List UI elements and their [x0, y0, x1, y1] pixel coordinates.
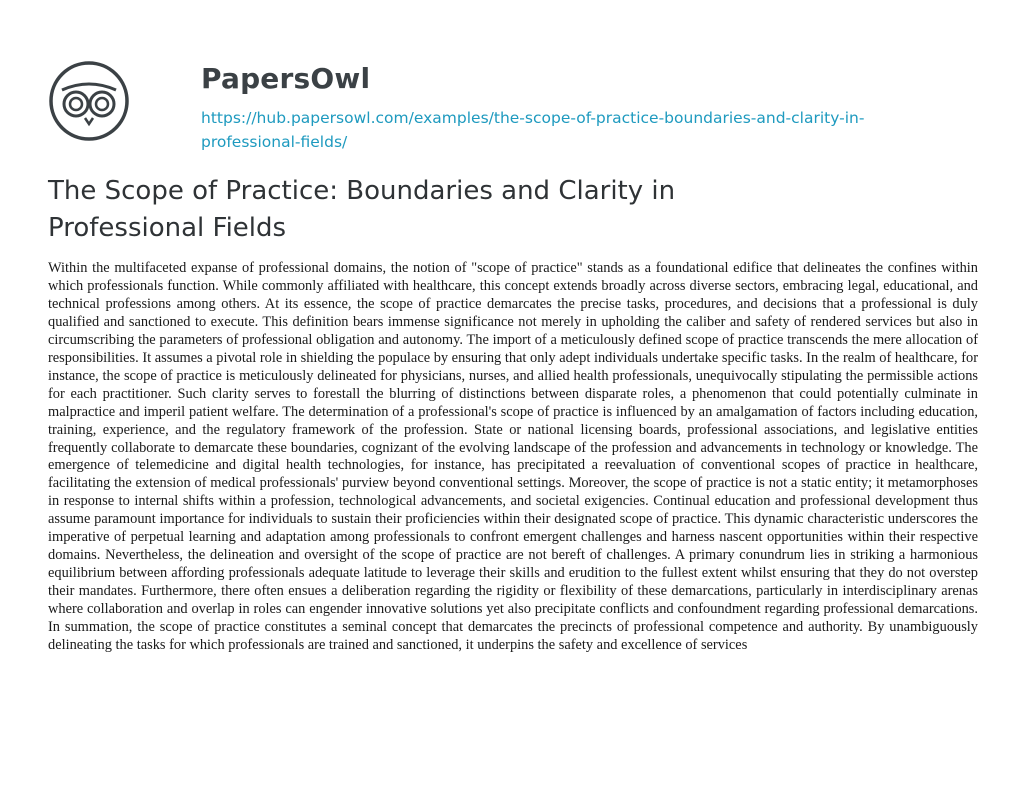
brand-name: PapersOwl	[201, 62, 371, 95]
essay-body-text: Within the multifaceted expanse of professional domains, the notion of "scope of practice" stands as a foundational edifice that delineates the confines within which professionals function. While commonly affiliated with healthcare, this concept extends broadly across diverse sectors, embracing legal, educational, and technical professions among others. At its essence, the scope of practice demarcates the precise tasks, procedures, and decisions that a professional is duly qualified and sanctioned to execute. This definition bears immense significance not merely in upholding the caliber and safety of rendered services but also in circumscribing the parameters of professional obligation and autonomy. The import of a meticulously defined scope of practice transcends the mere allocation of responsibilities. It assumes a pivotal role in shielding the populace by ensuring that only adept individuals undertake specific tasks. In the realm of healthcare, for instance, the scope of practice is meticulously delineated for physicians, nurses, and allied health professionals, unequivocally stipulating the permissible actions for each practitioner. Such clarity serves to forestall the blurring of distinctions between disparate roles, a phenomenon that could potentially culminate in malpractice and imperil patient welfare. The determination of a professional's scope of practice is influenced by an amalgamation of factors including education, training, experience, and the regulatory framework of the profession. State or national licensing boards, professional associations, and legislative entities frequently collaborate to demarcate these boundaries, cognizant of the evolving landscape of the profession and advancements in technology or knowledge. The emergence of telemedicine and digital health technologies, for instance, has precipitated a reevaluation of conventional scopes of practice in healthcare, facilitating the extension of medical professionals' purview beyond conventional settings. Moreover, the scope of practice is not a static entity; it metamorphoses in response to internal shifts within a profession, technological advancements, and societal exigencies. Continual education and professional development thus assume paramount importance for individuals to sustain their proficiencies within their designated scope of practice. This dynamic characteristic underscores the imperative of perpetual learning and adaptation among professionals to confront emergent challenges and harness nascent opportunities within their respective domains. Nevertheless, the delineation and oversight of the scope of practice are not bereft of challenges. A primary conundrum lies in striking a harmonious equilibrium between affording professionals adequate latitude to leverage their skills and erudition to the fullest extent whilst ensuring that they do not overstep their mandates. Furthermore, there often ensues a deliberation regarding the rigidity or flexibility of these demarcations, particularly in interdisciplinary arenas where collaboration and overlap in roles can engender innovative solutions yet also precipitate conflicts and confoundment regarding professional demarcations. In summation, the scope of practice constitutes a seminal concept that demarcates the precincts of professional competence and authority. By unambiguously delineating the tasks for which professionals are trained and sanctioned, it underpins the safety and excellence of services	[48, 260, 978, 654]
page-url-link[interactable]: https://hub.papersowl.com/examples/the-scope-of-practice-boundaries-and-clarity-in-professional-fields/	[201, 109, 865, 151]
owl-face-icon	[48, 60, 130, 142]
site-header	[48, 32, 988, 162]
page-title: The Scope of Practice: Boundaries and Clarity in Professional Fields	[48, 176, 676, 243]
